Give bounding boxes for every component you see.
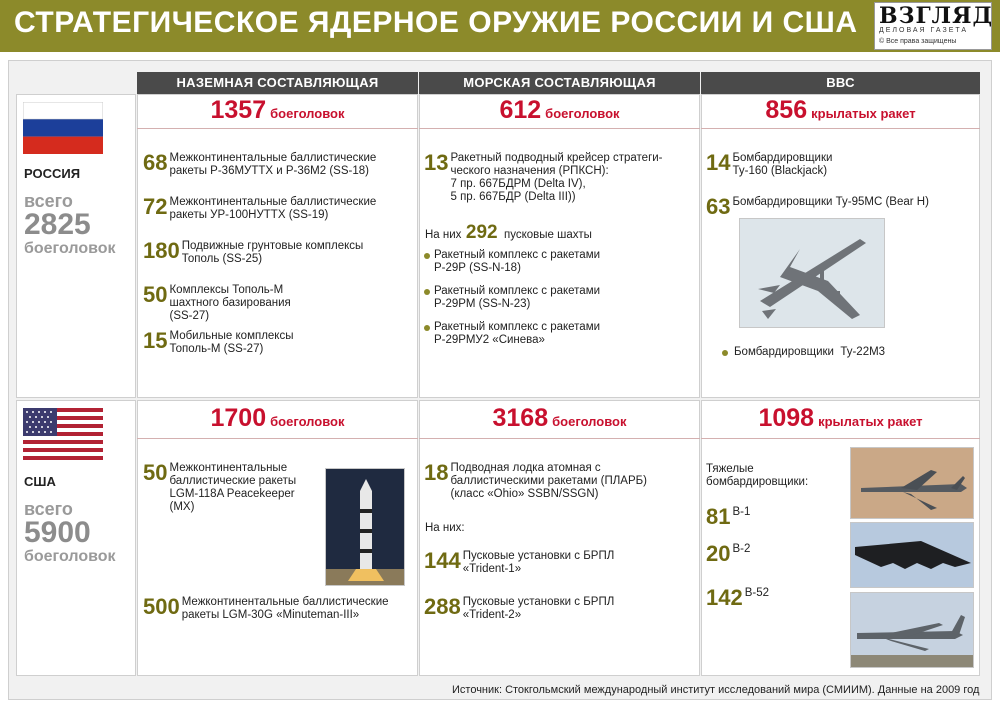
russia-total-unit: боеголовок	[24, 240, 116, 257]
usa-sea-count: 3168	[492, 404, 549, 432]
russia-label: РОССИЯ	[24, 166, 81, 181]
divider	[137, 438, 418, 439]
russia-sea-banner	[419, 96, 700, 129]
item-number: 50	[143, 282, 168, 307]
item-number: 50	[143, 460, 168, 485]
russia-air-item	[706, 196, 976, 218]
usa-sea-item	[424, 596, 694, 622]
usa-label: США	[24, 474, 56, 489]
usa-flag-icon	[23, 408, 103, 460]
item-text: Мобильные комплексы Тополь-М (SS-27)	[169, 330, 294, 355]
divider	[701, 128, 980, 129]
missile-launch-icon	[326, 469, 405, 586]
silo-prefix: На них	[425, 229, 462, 241]
item-text: Межконтинентальные баллистические ракеты Р-36МУТТХ и Р-36М2 (SS-18)	[169, 152, 377, 177]
usa-land-item	[143, 462, 318, 514]
russia-air-count: 856	[765, 96, 808, 124]
russia-total-word: всего	[24, 191, 73, 211]
russia-land-item	[143, 196, 413, 222]
usa-air-item	[706, 506, 750, 528]
item-text: Межконтинентальные баллистические ракеты LGM-118A Peacekeeper (MX)	[169, 462, 297, 513]
usa-sea-submarines	[424, 462, 694, 501]
b1-photo	[850, 447, 974, 519]
usa-sea-item	[424, 550, 694, 576]
russia-land-item	[143, 284, 413, 323]
usa-land-count: 1700	[210, 404, 267, 432]
text-line: Р-29Р (SS-N-18)	[434, 262, 521, 274]
russia-sea-bullet	[434, 249, 600, 275]
usa-air-heavy-label: Тяжелые бомбардировщики:	[706, 463, 809, 488]
vzglyad-logo[interactable]	[874, 2, 992, 50]
russia-flag-icon	[23, 102, 103, 154]
bullet-icon	[424, 289, 430, 295]
usa-land-item	[143, 596, 413, 622]
column-header-sea: МОРСКАЯ СОСТАВЛЯЮЩАЯ	[419, 72, 700, 94]
russia-land-item	[143, 152, 413, 178]
peacekeeper-photo	[325, 468, 405, 586]
item-text: Пусковые установки с БРПЛ «Trident-1»	[462, 550, 615, 575]
page-title: СТРАТЕГИЧЕСКОЕ ЯДЕРНОЕ ОРУЖИЕ РОССИИ И США	[14, 6, 858, 39]
item-number: 500	[143, 594, 180, 619]
item-text: Комплексы Тополь-М шахтного базирования (SS-27)	[169, 284, 291, 322]
russia-sea-submarines	[424, 152, 694, 204]
russia-sea-unit: боеголовок	[545, 106, 620, 121]
russia-land-item	[143, 240, 413, 266]
divider	[419, 128, 700, 129]
item-number: 68	[143, 150, 168, 175]
item-text: Бомбардировщики Ту-160 (Blackjack)	[732, 152, 833, 177]
text-line: 5 пр. 667БДР (Delta III))	[450, 191, 576, 203]
text-line: Ракетный подводный крейсер стратеги-	[450, 152, 663, 164]
item-number: 20	[706, 541, 731, 566]
item-number: 15	[143, 328, 168, 353]
item-number: 14	[706, 150, 731, 175]
russia-sea-silos	[425, 222, 592, 244]
usa-sea-banner	[419, 404, 700, 437]
usa-air-unit: крылатых ракет	[818, 414, 923, 429]
russia-sea-panel	[419, 94, 700, 398]
column-header-land: НАЗЕМНАЯ СОСТАВЛЯЮЩАЯ	[137, 72, 418, 94]
usa-total: 5900	[24, 516, 91, 549]
russia-land-banner	[137, 96, 418, 129]
divider	[137, 128, 418, 129]
item-number: 288	[424, 594, 461, 619]
item-number: 144	[424, 548, 461, 573]
bullet-icon	[424, 325, 430, 331]
russia-total: 2825	[24, 208, 91, 241]
item-text: Межконтинентальные баллистические ракеты LGM-30G «Minuteman-III»	[181, 596, 389, 621]
b1-bomber-icon	[851, 448, 974, 519]
bullet-icon	[424, 253, 430, 259]
header-bar	[0, 0, 1000, 52]
tu95-icon	[740, 219, 885, 328]
usa-air-count: 1098	[758, 404, 815, 432]
b52-bomber-icon	[851, 593, 974, 668]
silo-number: 292	[465, 222, 498, 243]
divider	[419, 438, 700, 439]
item-text: В-52	[744, 587, 770, 599]
usa-air-item	[706, 587, 769, 609]
text-line: Ракетный комплекс с ракетами	[434, 249, 601, 261]
logo-rights: © Все права защищены	[879, 38, 957, 45]
russia-air-banner	[701, 96, 980, 129]
text-line: Ракетный комплекс с ракетами	[434, 321, 601, 333]
text-line: ческого назначения (РПКСН):	[450, 165, 609, 177]
item-text: Пусковые установки с БРПЛ «Trident-2»	[462, 596, 615, 621]
usa-total-unit: боеголовок	[24, 548, 116, 565]
russia-air-tu22: Бомбардировщики Ту-22М3	[734, 346, 886, 358]
item-number: 180	[143, 238, 180, 263]
item-text: В-2	[732, 543, 751, 555]
b52-photo	[850, 592, 974, 668]
russia-land-count: 1357	[210, 96, 267, 124]
bullet-icon	[722, 350, 728, 356]
logo-subtitle: ДЕЛОВАЯ ГАЗЕТА	[879, 27, 969, 34]
column-header-air: ВВС	[701, 72, 980, 94]
b2-photo	[850, 522, 974, 588]
usa-sea-na-nih: На них:	[425, 522, 465, 534]
russia-air-unit: крылатых ракет	[811, 106, 916, 121]
text-line: Р-29РМ (SS-N-23)	[434, 298, 531, 310]
russia-land-item	[143, 330, 413, 356]
text-line: Ракетный комплекс с ракетами	[434, 285, 601, 297]
russia-air-item	[706, 152, 846, 178]
item-text: Подводная лодка атомная с баллистическими ракетами (ПЛАРБ) (класс «Ohio» SSBN/SSGN)	[450, 462, 647, 500]
usa-sea-panel	[419, 400, 700, 676]
item-text: Подвижные грунтовые комплексы Тополь (SS-25)	[181, 240, 364, 265]
russia-land-unit: боеголовок	[270, 106, 345, 121]
item-text	[450, 152, 662, 204]
item-number: 81	[706, 504, 731, 529]
item-number: 18	[424, 460, 449, 485]
item-number: 142	[706, 585, 743, 610]
silo-suffix: пусковые шахты	[504, 229, 592, 241]
usa-total-word: всего	[24, 499, 73, 519]
item-number: 72	[143, 194, 168, 219]
usa-air-banner	[701, 404, 980, 437]
usa-sea-unit: боеголовок	[552, 414, 627, 429]
b2-bomber-icon	[851, 523, 974, 588]
russia-sea-count: 612	[499, 96, 542, 124]
item-text: Бомбардировщики Ту-95МС (Bear H)	[732, 196, 929, 208]
source-note: Источник: Стокгольмский международный институт исследований мира (СМИИМ). Данные на 2009 год	[452, 684, 980, 696]
russia-sea-bullet	[434, 285, 600, 311]
usa-land-banner	[137, 404, 418, 437]
item-text: В-1	[732, 506, 751, 518]
item-text: Межконтинентальные баллистические ракеты УР-100НУТТХ (SS-19)	[169, 196, 377, 221]
item-number: 63	[706, 194, 731, 219]
item-number: 13	[424, 150, 449, 175]
text-line: 7 пр. 667БДРМ (Delta IV),	[450, 178, 586, 190]
usa-air-item	[706, 543, 750, 565]
text-line: Р-29РМУ2 «Синева»	[434, 334, 545, 346]
usa-land-unit: боеголовок	[270, 414, 345, 429]
tu95-photo	[739, 218, 885, 328]
divider	[701, 438, 980, 439]
logo-wordmark: ВЗГЛЯД	[879, 3, 994, 29]
russia-sea-bullet	[434, 321, 600, 347]
